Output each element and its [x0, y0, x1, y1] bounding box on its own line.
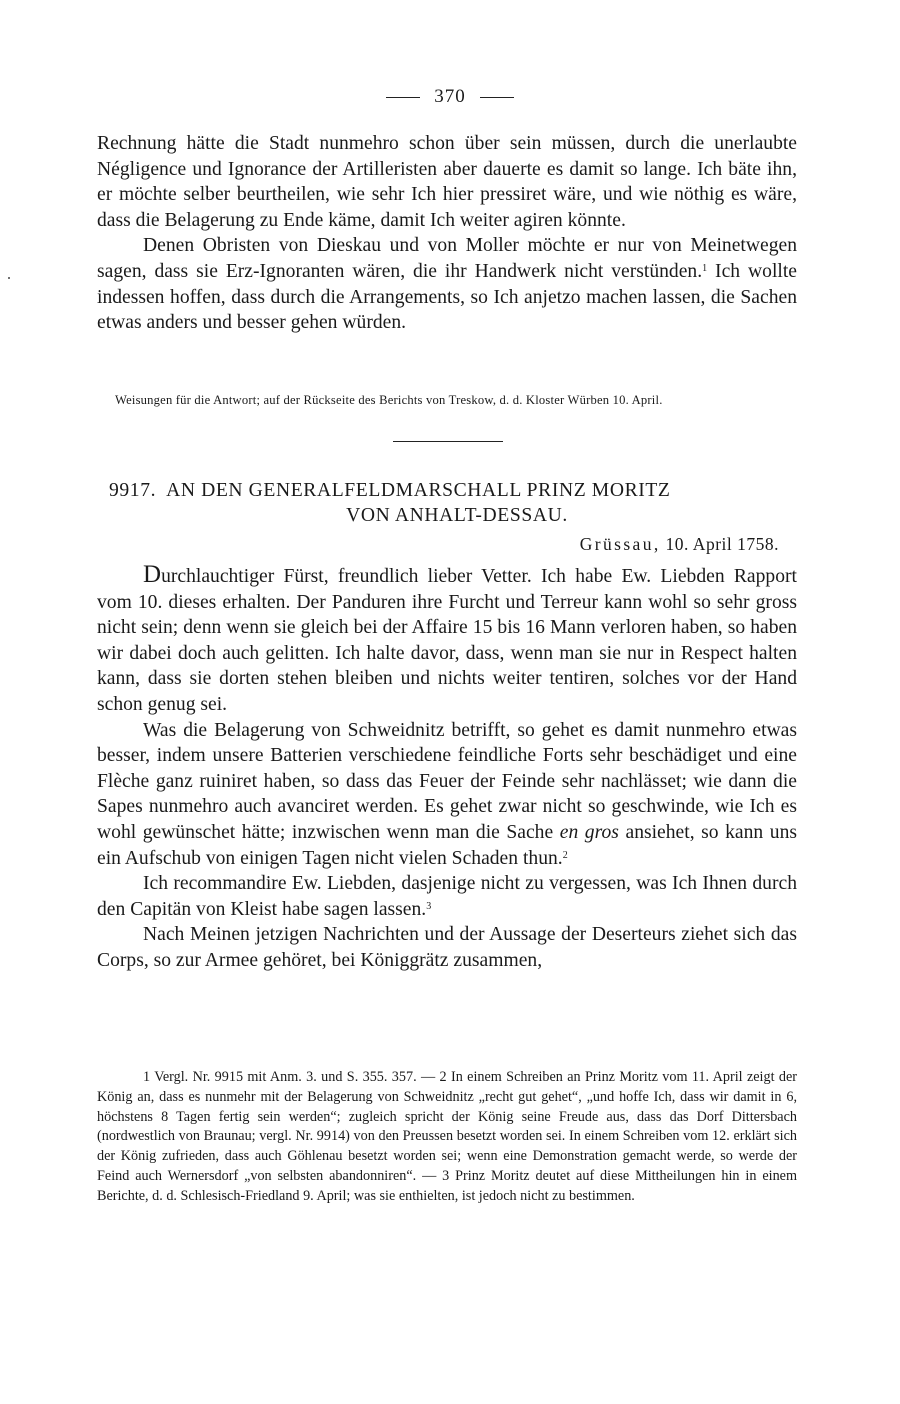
- instruction-note: Weisungen für die Antwort; auf der Rückseite des Berichts von Treskow, d. d. Kloster Würben 10. April.: [115, 393, 663, 407]
- letter-paragraph-4: Nach Meinen jetzigen Nachrichten und der Aussage der Deserteurs ziehet sich das Corps, so zur Armee gehöret, bei Königgrätz zusammen,: [97, 924, 797, 971]
- letter-paragraph-2: Was die Belagerung von Schweidnitz betrifft, so gehet es damit nunmehro etwas besser, indem unsere Batterien verschiedene feindliche Forts sehr beschädiget und eine Flèche ganz ruiniret haben, so dass das Feuer der Feinde sehr nachlässet; wie dann die Sapes nunmehro auch avanciret werden. Es gehet zwar nicht so geschwinde, wie Ich es wohl gewünschet hätte; inzwischen wenn man die Sache en gros ansiehet, so kann uns ein Aufschub von einigen Tagen nicht vielen Schaden thun.$^2$: [97, 719, 798, 869]
- section-rule: [393, 441, 503, 442]
- heading-line-2: VON ANHALT-DESSAU.: [346, 505, 568, 526]
- dateline-date: 10. April 1758.: [665, 534, 779, 554]
- page-number: 370: [434, 86, 466, 107]
- letter-heading: [97, 478, 797, 528]
- letter-number: 9917.: [109, 480, 157, 501]
- letter-paragraph-3: Ich recommandire Ew. Liebden, dasjenige nicht zu vergessen, was Ich Ihnen durch den Capitän von Kleist habe sagen lassen.$^3$: [97, 873, 797, 920]
- header-dash-left: [386, 97, 420, 98]
- dateline: [97, 534, 779, 555]
- letter-paragraph-1: Durchlauchtiger Fürst, freundlich lieber Vetter. Ich habe Ew. Liebden Rapport vom 10. dieses erhalten. Der Panduren ihre Furcht und Terreur kann wohl so sehr gross nicht sein; denn wenn sie gleich bei der Affaire 15 bis 16 Mann verloren haben, so haben wir dabei doch auch gelitten. Ich halte davor, dass, wenn man sie nur in Respect halten kann, dass sie dorten stehen bleiben und nichts weiter tentiren, solches vor der Hand schon genug sei.: [97, 561, 797, 715]
- letter-body: [97, 562, 797, 974]
- dateline-place: Grüssau,: [579, 534, 661, 554]
- page-header: [0, 86, 900, 108]
- italic-phrase: en gros: [559, 821, 619, 843]
- header-dash-right: [480, 97, 514, 98]
- footnote-text: 1 Vergl. Nr. 9915 mit Anm. 3. und S. 355. 357. — 2 In einem Schreiben an Prinz Moritz vom 11. April zeigt der König an, dass es nunmehr mit der Belagerung von Schweidnitz „recht gut gehet“, „und hoffe Ich, dass wir damit in 6, höchstens 8 Tagen fertig sein werden“; zugleich spricht der König seine Freude aus, dass das Dorf Dittersbach (nordwestlich von Braunau; vergl. Nr. 9914) von den Preussen besetzt worden sei. In einem Schreiben vom 12. erklärt sich der König zufrieden, dass auch Göhlenau besetzt worden sei; wenn eine Demonstration gemacht werde, so werde der Feind auch Wernersdorf „von selbsten abandonniren“. — 3 Prinz Moritz deutet auf diese Mittheilungen hin in einem Berichte, d. d. Schlesisch-Friedland 9. April; was sie enthielten, ist jedoch nicht zu bestimmen.: [97, 1069, 797, 1204]
- footnote-ref-2: 2: [562, 849, 568, 861]
- heading-line-1: AN DEN GENERALFELDMARSCHALL PRINZ MORITZ: [166, 480, 671, 501]
- footnote-ref-1: 1: [702, 262, 708, 274]
- initial-letter: D: [143, 561, 162, 588]
- footnote-ref-3: 3: [426, 900, 432, 912]
- carryover-paragraph-1: Rechnung hätte die Stadt nunmehro schon über sein müssen, durch die unerlaubte Négligence und Ignorance der Artilleristen aber dauerte es damit so lange. Ich bäte ihn, er möchte selber beurtheilen, wie sehr Ich hier pressiret wäre, und wie nöthig es wäre, dass die Belagerung zu Ende käme, damit Ich weiter agiren könnte.: [97, 133, 797, 231]
- footnotes: [97, 1068, 797, 1207]
- carryover-paragraph-2: Denen Obristen von Dieskau und von Moller möchte er nur von Meinetwegen sagen, dass sie Erz-Ignoranten wären, die ihr Handwerk nicht verstünden.$^1$ Ich wollte indessen hoffen, dass durch die Arrangements, so Ich anjetzo machen lassen, die Sachen etwas anders und besser gehen würden.: [97, 235, 797, 334]
- carryover-text: [97, 131, 797, 336]
- scan-speck: [8, 277, 10, 279]
